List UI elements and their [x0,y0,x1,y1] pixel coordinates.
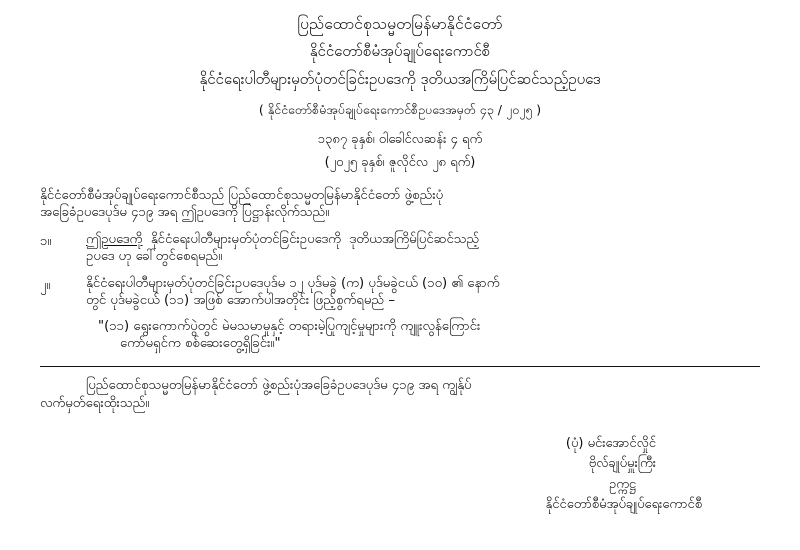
signatory-name: (ပုံ) မင်းအောင်လှိုင် [565,436,656,452]
preamble-paragraph [40,187,760,222]
section-2 [40,275,760,310]
signatory-title: ဗိုလ်ချုပ်မှူးကြီး [588,456,656,472]
inserted-subsection-quote [40,318,760,353]
horizontal-divider [40,366,760,367]
document-body [40,187,760,515]
date-myanmar: ၁၃၈၇ ခုနှစ်၊ ဝါခေါင်လဆန်း ၄ ရက် [317,132,483,147]
section-1-line-1: နိုင်ငံရေးပါတီများမှတ်ပုံတင်ခြင်းဥပဒေကို ဒုတိယအကြိမ်ပြင်ဆင်သည့် [142,231,480,247]
section-1-underlined-term: ဤဥပဒေကို [86,231,143,247]
section-2-line-2: တွင် ပုဒ်မခွဲငယ် (၁၁) အဖြစ် အောက်ပါအတိုင်း ဖြည့်စွက်ရမည် – [86,293,395,309]
closing-line-2: လက်မှတ်ရေးထိုးသည်။ [40,395,150,411]
document-title-line-3: နိုင်ငံရေးပါတီများမှတ်ပုံတင်ခြင်းဥပဒေကို ဒုတိယအကြိမ်ပြင်ဆင်သည့်ဥပဒေ [199,70,601,88]
law-number: ( နိုင်ငံတော်စီမံအုပ်ချုပ်ရေးကောင်စီဥပဒေအမှတ် ၄၃ / ၂၀၂၅ ) [258,102,542,117]
date-gregorian: (၂၀၂၅ ခုနှစ်၊ ဇူလိုင်လ ၂၈ ရက်) [324,155,476,170]
document-title-line-1: ပြည်ထောင်စုသမ္မတမြန်မာနိုင်ငံတော် [297,15,503,33]
preamble-line-2: အခြေခံဥပဒေပုဒ်မ ၄၁၉ အရ ဤဥပဒေကို ပြဋ္ဌာန်းလိုက်သည်။ [40,205,330,221]
quote-line-1: "(၁၁) ရွေးကောက်ပွဲတွင် မဲမသမာမှုနှင့် တရားမဲ့ပြုကျင့်မှုများကို ကျူးလွန်ကြောင်း [98,318,481,334]
preamble-line-1: နိုင်ငံတော်စီမံအုပ်ချုပ်ရေးကောင်စီသည် ပြည်ထောင်စုသမ္မတမြန်မာနိုင်ငံတော် ဖွဲ့စည်းပုံ [40,188,444,203]
document-title-line-2: နိုင်ငံတော်စီမံအုပ်ချုပ်ရေးကောင်စီ [309,42,491,60]
section-1-line-2: ဥပဒေ ဟု ခေါ်တွင်စေရမည်။ [86,249,223,265]
signature-block [40,434,760,515]
signatory-council: နိုင်ငံတော်စီမံအုပ်ချုပ်ရေးကောင်စီ [545,496,702,512]
section-2-line-1: နိုင်ငံရေးပါတီများမှတ်ပုံတင်ခြင်းဥပဒေပုဒ်မ ၁၂ ပုဒ်မခွဲ (က) ပုဒ်မခွဲငယ် (၁၀) ၏ နောက် [86,275,500,291]
closing-line-1: ပြည်ထောင်စုသမ္မတမြန်မာနိုင်ငံတော် ဖွဲ့စည်းပုံအခြေခံဥပဒေပုဒ်မ ၄၁၉ အရ ကျွန်ုပ် [86,378,472,394]
section-1-number: ၁။ [40,233,52,249]
section-1 [40,231,760,266]
section-2-number: ၂။ [40,277,51,293]
quote-line-2: ကော်မရှင်က စစ်ဆေးတွေ့ရှိခြင်း။" [120,335,281,351]
closing-paragraph [40,377,760,412]
signatory-role: ဥက္ကဋ္ဌ [609,476,636,492]
